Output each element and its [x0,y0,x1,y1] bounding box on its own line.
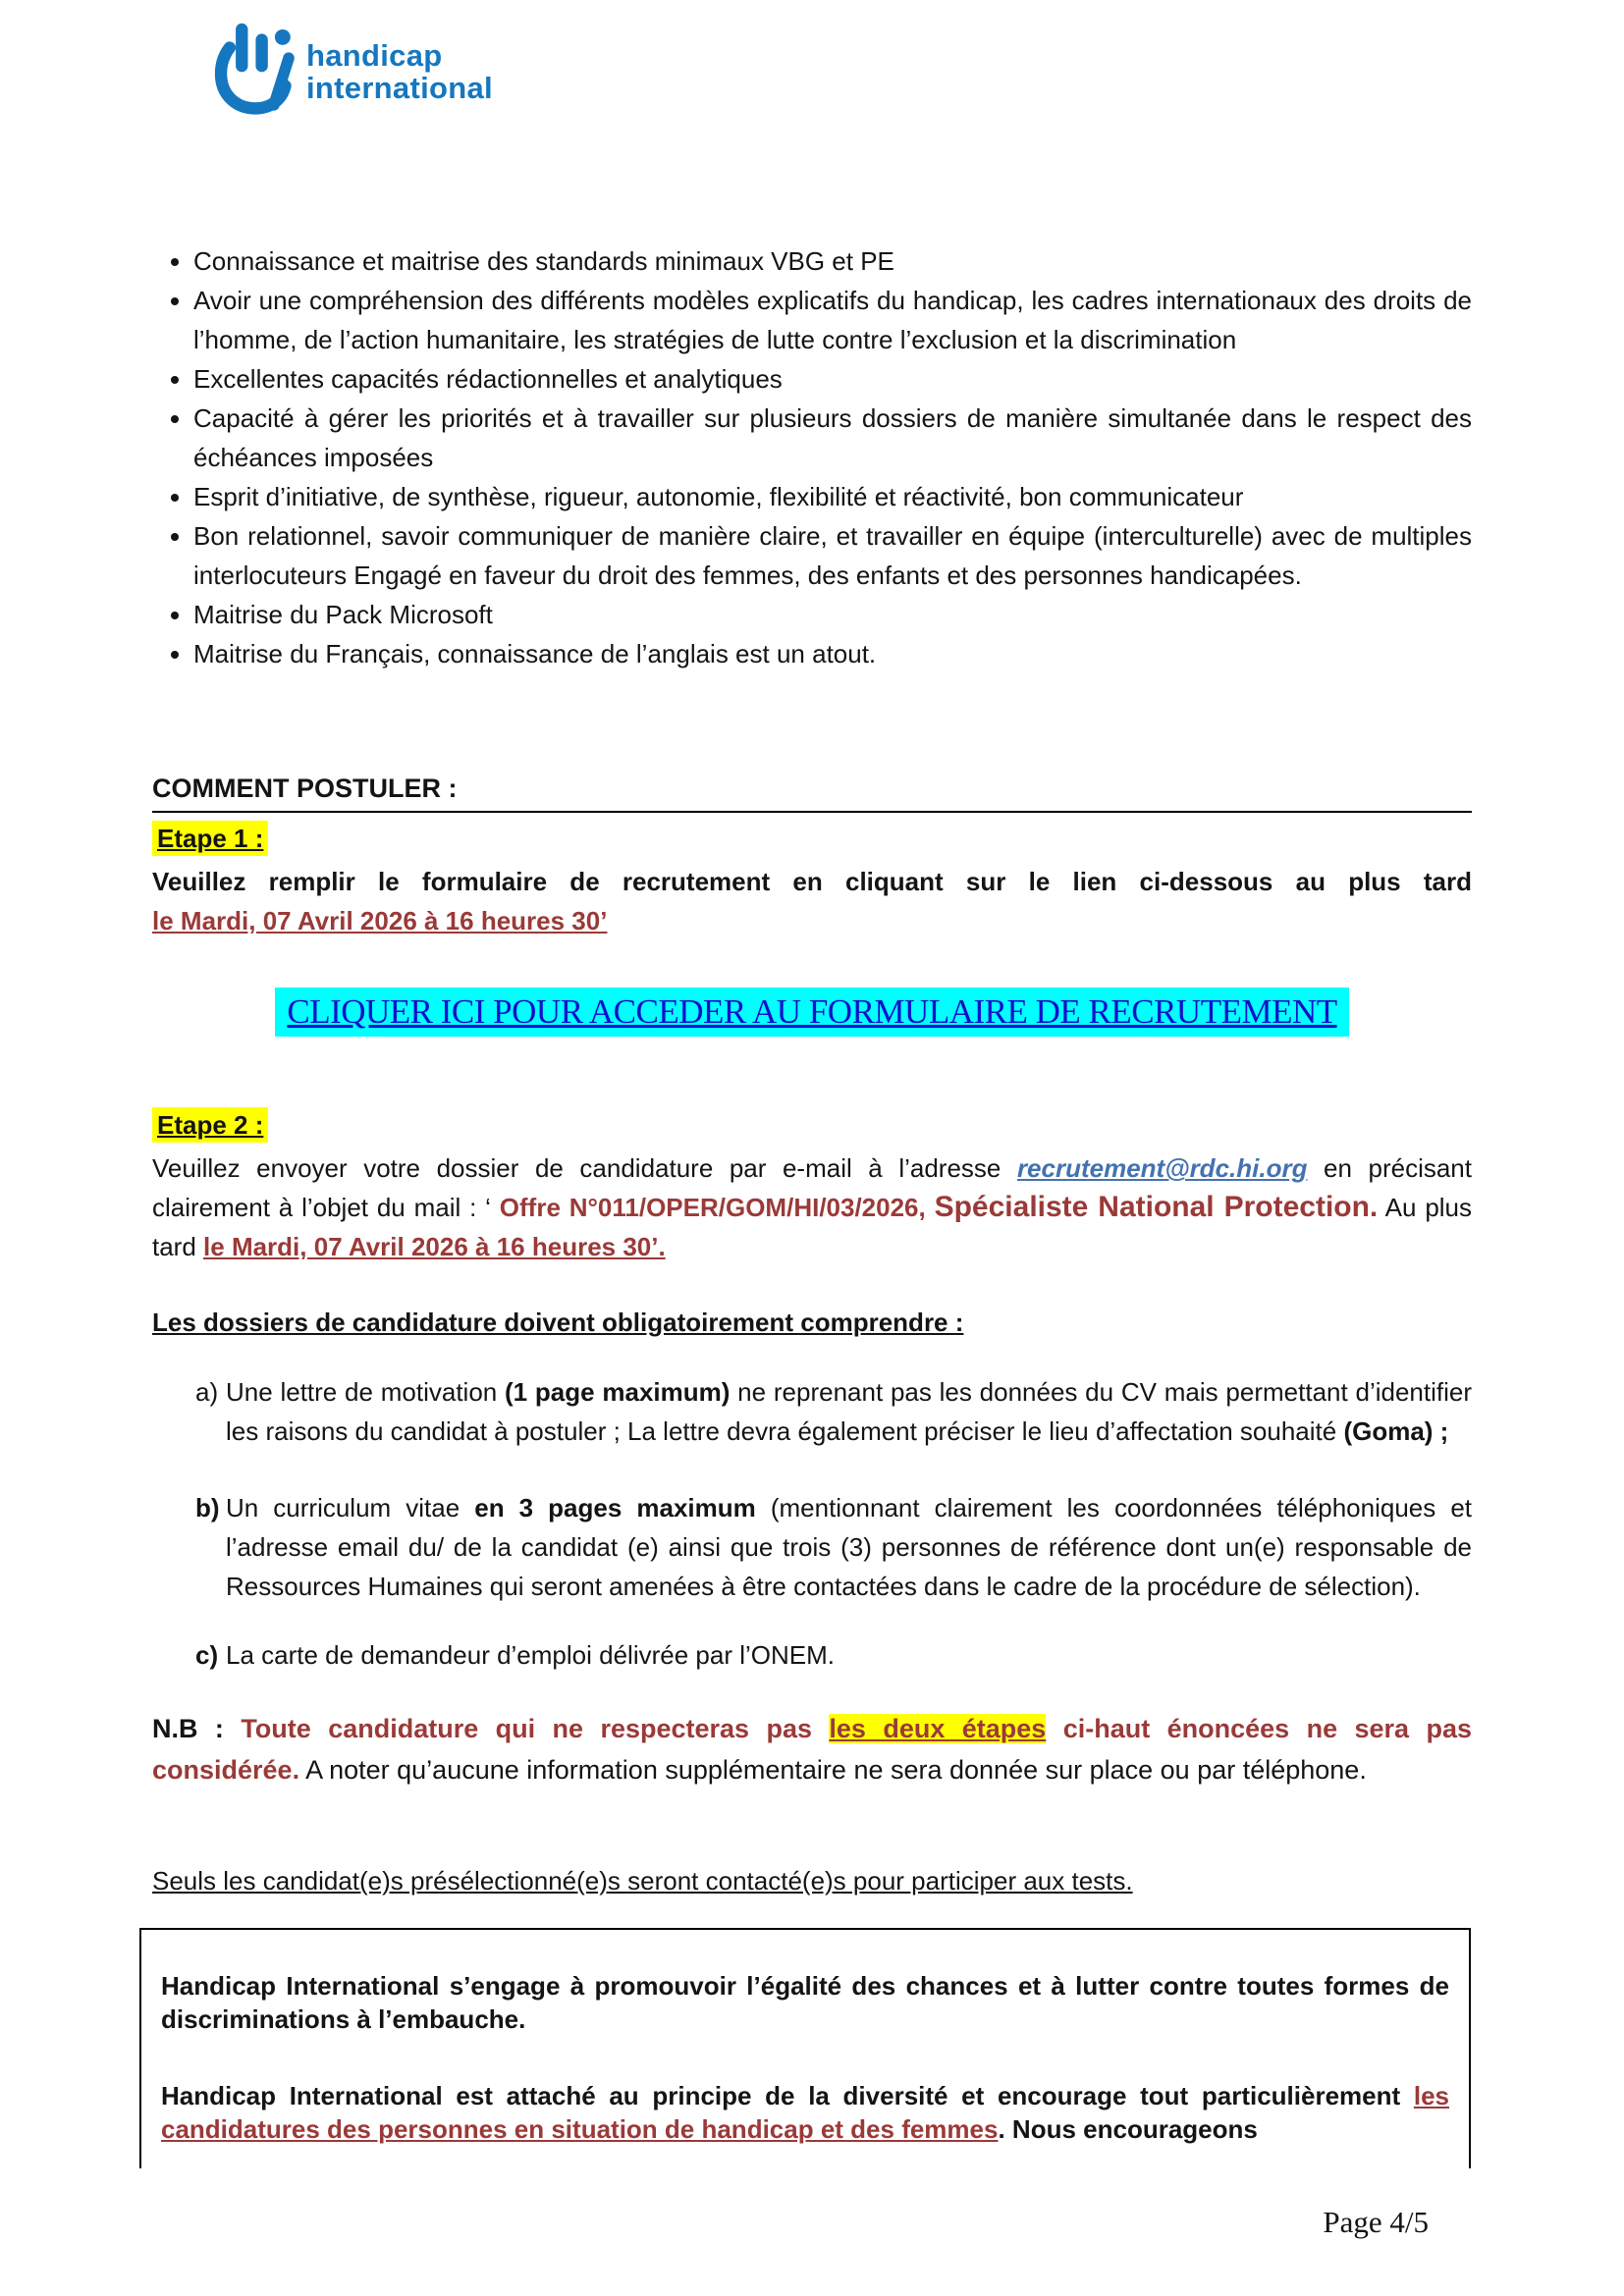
recruitment-form-link[interactable]: CLIQUER ICI POUR ACCEDER AU FORMULAIRE DE RECRUTEMENT [275,988,1348,1037]
item-b-label: b) [195,1493,220,1522]
item-b-text-2: (mentionnant clairement les coordonnées téléphoniques et l’adresse email du/ de la candidat (e) ainsi que trois (3) personnes de référence dont un(e) responsable de Ressources Humaines qui seront amenées à être contactées dans le cadre de la procédure de sélection). [226,1493,1472,1601]
qualification-item: • Bon relationnel, savoir communiquer de manière claire, et travailler en équipe (interculturelle) avec de multiples interlocuteurs Engagé en faveur du droit des femmes, des enfants et des personnes handicapées. [193,516,1472,595]
nb-red-2: ci-haut énoncées ne sera pas considérée. [152,1714,1472,1785]
item-a-label: a) [195,1377,219,1407]
offer-title: Spécialiste National Protection. [934,1191,1379,1223]
step2-text-1: Veuillez envoyer votre dossier de candidature par e-mail à l’adresse [152,1153,1017,1183]
qualification-item: • Esprit d’initiative, de synthèse, rigueur, autonomie, flexibilité et réactivité, bon communicateur [193,477,1472,516]
hi-logo [206,18,493,121]
logo-wordmark [306,39,493,104]
box-p2-text-1: Handicap International est attaché au principe de la diversité et encourage tout particulièrement [161,2081,1414,2110]
qualification-item: • Connaissance et maitrise des standards minimaux VBG et PE [193,241,1472,281]
step2-text-2: en précisant clairement à l’objet du mail : ‘ [152,1153,1472,1222]
qualifications-list [152,241,1472,673]
nb-highlight-deux-etapes: les deux étapes [829,1714,1047,1743]
nb-paragraph [152,1708,1472,1790]
item-c-label: c) [195,1640,219,1670]
qualification-item: • Avoir une compréhension des différents modèles explicatifs du handicap, les cadres internationaux des droits de l’homme, de l’action humanitaire, les stratégies de lutte contre l’exclusion et la discrimination [193,281,1472,359]
item-b-bold-1: en 3 pages maximum [474,1493,756,1522]
equal-opportunity-box [139,1928,1471,2168]
dossier-heading: Les dossiers de candidature doivent obligatoirement comprendre : [152,1308,964,1337]
step2-paragraph [152,1148,1472,1266]
step2-label: Etape 2 : [152,1107,268,1143]
qualification-item: • Maitrise du Pack Microsoft [193,595,1472,634]
dossier-item-c [152,1635,1472,1675]
diversity-highlight: les candidatures des personnes en situation de handicap et des femmes [161,2081,1449,2144]
item-c-text: La carte de demandeur d’emploi délivrée par l’ONEM. [226,1640,835,1670]
step2-text-3: Au plus tard [152,1193,1473,1261]
step2-deadline: le Mardi, 07 Avril 2026 à 16 heures 30’. [203,1232,666,1261]
step1-paragraph [152,862,1472,940]
offer-reference: Offre N°011/OPER/GOM/HI/03/2026, [499,1193,935,1222]
qualification-item: • Maitrise du Français, connaissance de l’anglais est un atout. [193,634,1472,673]
step1-text: Veuillez remplir le formulaire de recrutement en cliquant sur le lien ci-dessous au plus tard [152,867,1472,896]
email-link[interactable]: recrutement@rdc.hi.org [1016,1153,1308,1183]
nb-text: A noter qu’aucune information supplémentaire ne sera donnée sur place ou par téléphone. [299,1755,1367,1785]
step1-label: Etape 1 : [152,821,268,856]
nb-label: N.B : [152,1714,242,1743]
logo-word-1: handicap [306,38,443,73]
dossier-item-a [152,1372,1472,1451]
nb-red-1: Toute candidature qui ne respecteras pas [241,1714,830,1743]
step1-deadline: le Mardi, 07 Avril 2026 à 16 heures 30’ [152,906,608,935]
logo-word-2: international [306,71,493,105]
item-a-text-1: Une lettre de motivation [226,1377,506,1407]
preselection-note: Seuls les candidat(e)s présélectionné(e)s seront contacté(e)s pour participer aux tests. [152,1866,1133,1896]
box-paragraph-2 [161,2079,1449,2146]
item-a-bold-2: (Goma) ; [1343,1416,1449,1446]
qualification-item: • Capacité à gérer les priorités et à travailler sur plusieurs dossiers de manière simultanée dans le respect des échéances imposées [193,399,1472,477]
hi-hand-icon [206,18,297,121]
dossier-item-b [152,1488,1472,1606]
item-a-bold-1: (1 page maximum) [505,1377,731,1407]
qualification-item: • Excellentes capacités rédactionnelles et analytiques [193,359,1472,399]
item-a-text-2: ne reprenant pas les données du CV mais permettant d’identifier les raisons du candidat à postuler ; La lettre devra également préciser le lieu d’affectation souhaité [226,1377,1472,1446]
box-paragraph-1: Handicap International s’engage à promouvoir l’égalité des chances et à lutter contre toutes formes de discriminations à l’embauche. [161,1971,1449,2034]
box-p2-text-2: . Nous encourageons [998,2114,1258,2144]
how-to-apply-heading: COMMENT POSTULER : [152,772,1472,813]
item-b-text-1: Un curriculum vitae [226,1493,475,1522]
page-number: Page 4/5 [1323,2205,1429,2239]
